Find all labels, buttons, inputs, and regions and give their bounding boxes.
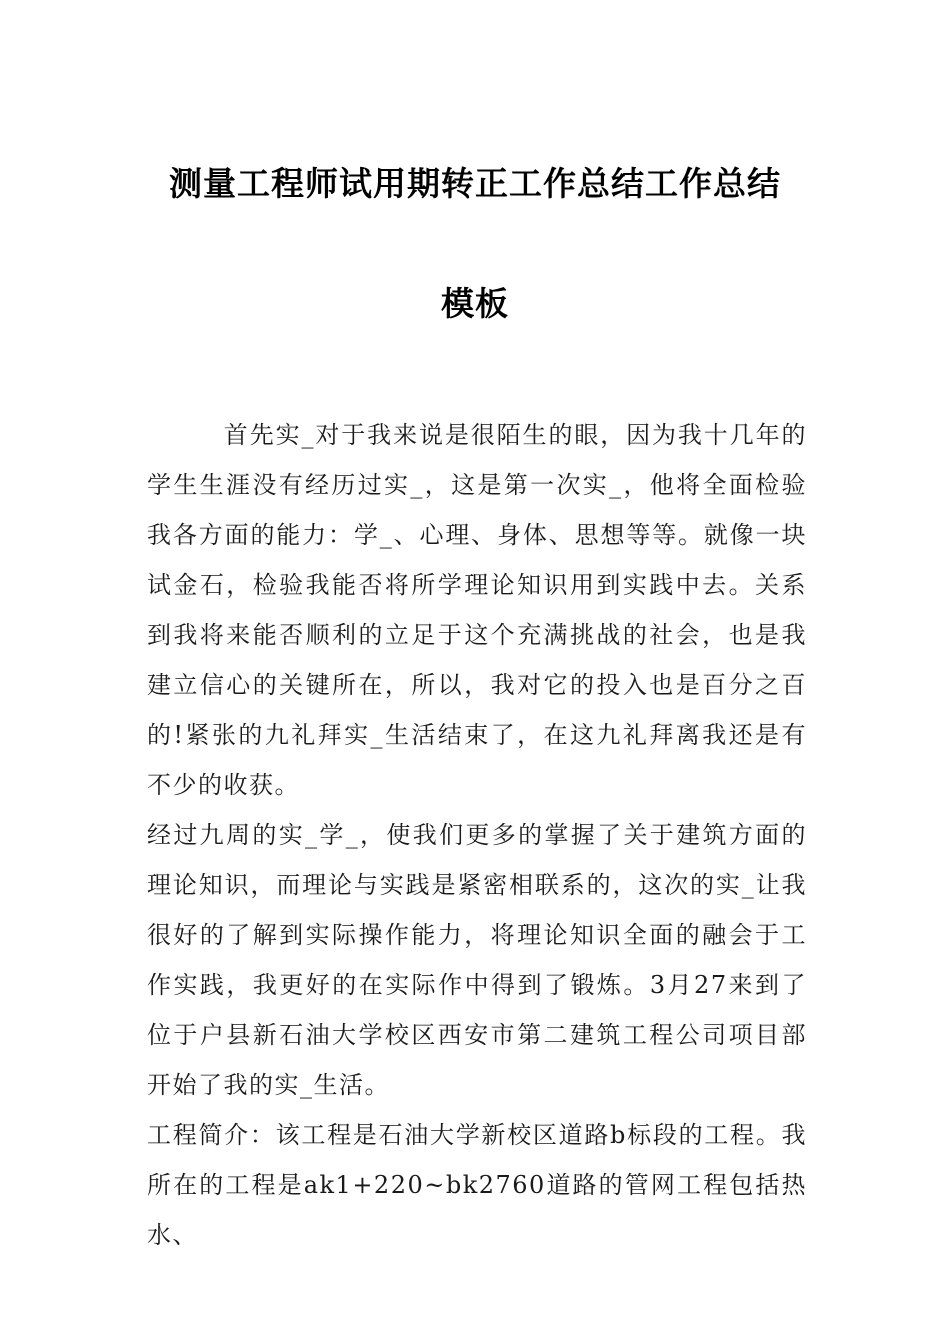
document-title-line-2: 模板 (441, 284, 509, 323)
paragraph-internship-study: 经过九周的实_学_，使我们更多的掌握了关于建筑方面的理论知识，而理论与实践是紧密相联系的，这次的实_让我很好的了解到实际操作能力，将理论知识全面的融会于工作实践，我更好的在实际作中得到了锻炼。3月27来到了位于户县新石油大学校区西安市第二建筑工程公司项目部开始了我的实_生活。 (147, 821, 807, 1099)
paragraph-project-intro: 工程简介：该工程是石油大学新校区道路b标段的工程。我所在的工程是ak1+220~bk2760道路的管网工程包括热水、 (147, 1121, 807, 1249)
document-title-line-1: 测量工程师试用期转正工作总结工作总结 (169, 164, 781, 203)
document-body (147, 410, 807, 1260)
paragraph-intro: 首先实_对于我来说是很陌生的眼，因为我十几年的学生生涯没有经历过实_，这是第一次实_，他将全面检验我各方面的能力：学_、心理、身体、思想等等。就像一块试金石，检验我能否将所学理论知识用到实践中去。关系到我将来能否顺利的立足于这个充满挑战的社会，也是我建立信心的关键所在，所以，我对它的投入也是百分之百的!紧张的九礼拜实_生活结束了，在这九礼拜离我还是有不少的收获。 (147, 421, 807, 799)
